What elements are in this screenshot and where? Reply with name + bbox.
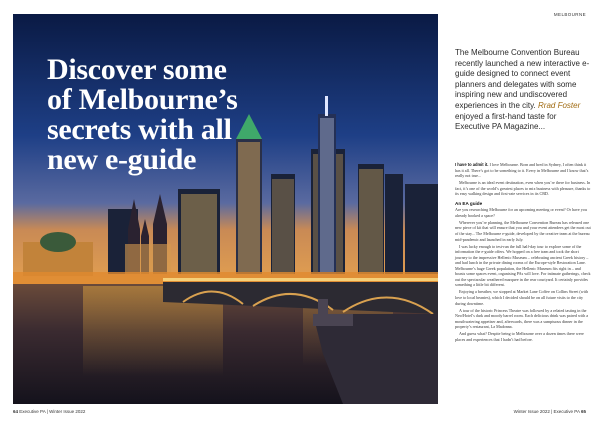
- article-headline: [47, 55, 427, 175]
- body-paragraph: Wherever you’re planning, the Melbourne Convention Bureau has released one new piece of kit that will ensure that you and your event attendees get the most out of the stay... The Melbourne e-guide, developed by the creative team at the bureau mid-pandemic and launched in early July.: [455, 219, 591, 242]
- headline-line-4: new e-guide: [47, 143, 197, 176]
- subheading: An EA guide: [455, 200, 483, 206]
- body-paragraph: And guess what? Despite being to Melbourne over a dozen times there were places and experiences that I hadn’t had before.: [455, 331, 584, 342]
- body-paragraph: Are you researching Melbourne for an upcoming meeting or event? Or have you already booked a space?: [455, 207, 587, 218]
- page-number-right: 65: [580, 409, 586, 414]
- headline-line-3: secrets with all: [47, 113, 232, 146]
- standfirst-text-after: enjoyed a first-hand taste for Executive PA Magazine...: [455, 111, 557, 132]
- article-body: [455, 162, 591, 344]
- page-number-left: 64: [13, 409, 19, 414]
- body-paragraph: I was lucky enough to test-run the full half-day tour to explore some of the information the e-guide offers. We hopped on a free tram and took the short journey to the impressive Hellenic Museum – celebrating ancient Greek history – and had lunch in the private dining rooms of the Europe-style Restoration Lane. Melbourne’s huge Greek population, the Hellenic Museum fits right in – and boasts some spaces event, organising PAs will love. For intimate gatherings, check out the spectacular weathered marquee in the rear courtyard. It certainly provides something a little bit different.: [455, 243, 591, 288]
- headline-line-2: of Melbourne’s: [47, 83, 238, 116]
- body-paragraph: Enjoying a breather, we stopped at Market Lane Coffee on Collins Street (with love to local beanies), which I decided should be on all future visits to the city during downtime.: [455, 289, 589, 306]
- body-paragraph: [455, 162, 591, 179]
- standfirst: [455, 48, 591, 133]
- body-text: I love Melbourne. Born and bred in Sydney, I often think it has it all. There’s got to be something to it. Every in Melbourne and I know that’s really not true...: [455, 162, 589, 179]
- standfirst-text: The Melbourne Convention Bureau recently launched a new interactive e-guide designed to connect event planners and delegates with some inspiring new and undiscovered experiences in the city.: [455, 48, 590, 110]
- body-paragraph: Melbourne is an ideal event destination, even when you’re there for business. In fact, it’s one of the world’s greatest places to mix business with pleasure, thanks to its easy walking design and first-rate services in its CBD.: [455, 180, 591, 197]
- section-tag: MELBOURNE: [553, 12, 586, 17]
- body-paragraph: A tour of the historic Princess Theatre was followed by a related tasting in the Neo/Hotel’s dark and moody barrel room. Each delicious drink was paired with a mouthwatering appetiser and, afterwards, there was a sumptuous dinner in the property’s restaurant, La Madonna.: [455, 307, 589, 330]
- folio-right: [514, 409, 586, 414]
- folio-left-text: Executive PA | Winter Issue 2022: [19, 409, 86, 414]
- headline-line-1: Discover some: [47, 53, 227, 86]
- byline: Rrad Foster: [538, 100, 581, 110]
- folio-left: [13, 409, 85, 414]
- melbourne-skyline-photo: [13, 14, 438, 404]
- kicker: I have to admit it.: [455, 162, 489, 167]
- folio-right-text: Winter Issue 2022 | Executive PA: [513, 409, 580, 414]
